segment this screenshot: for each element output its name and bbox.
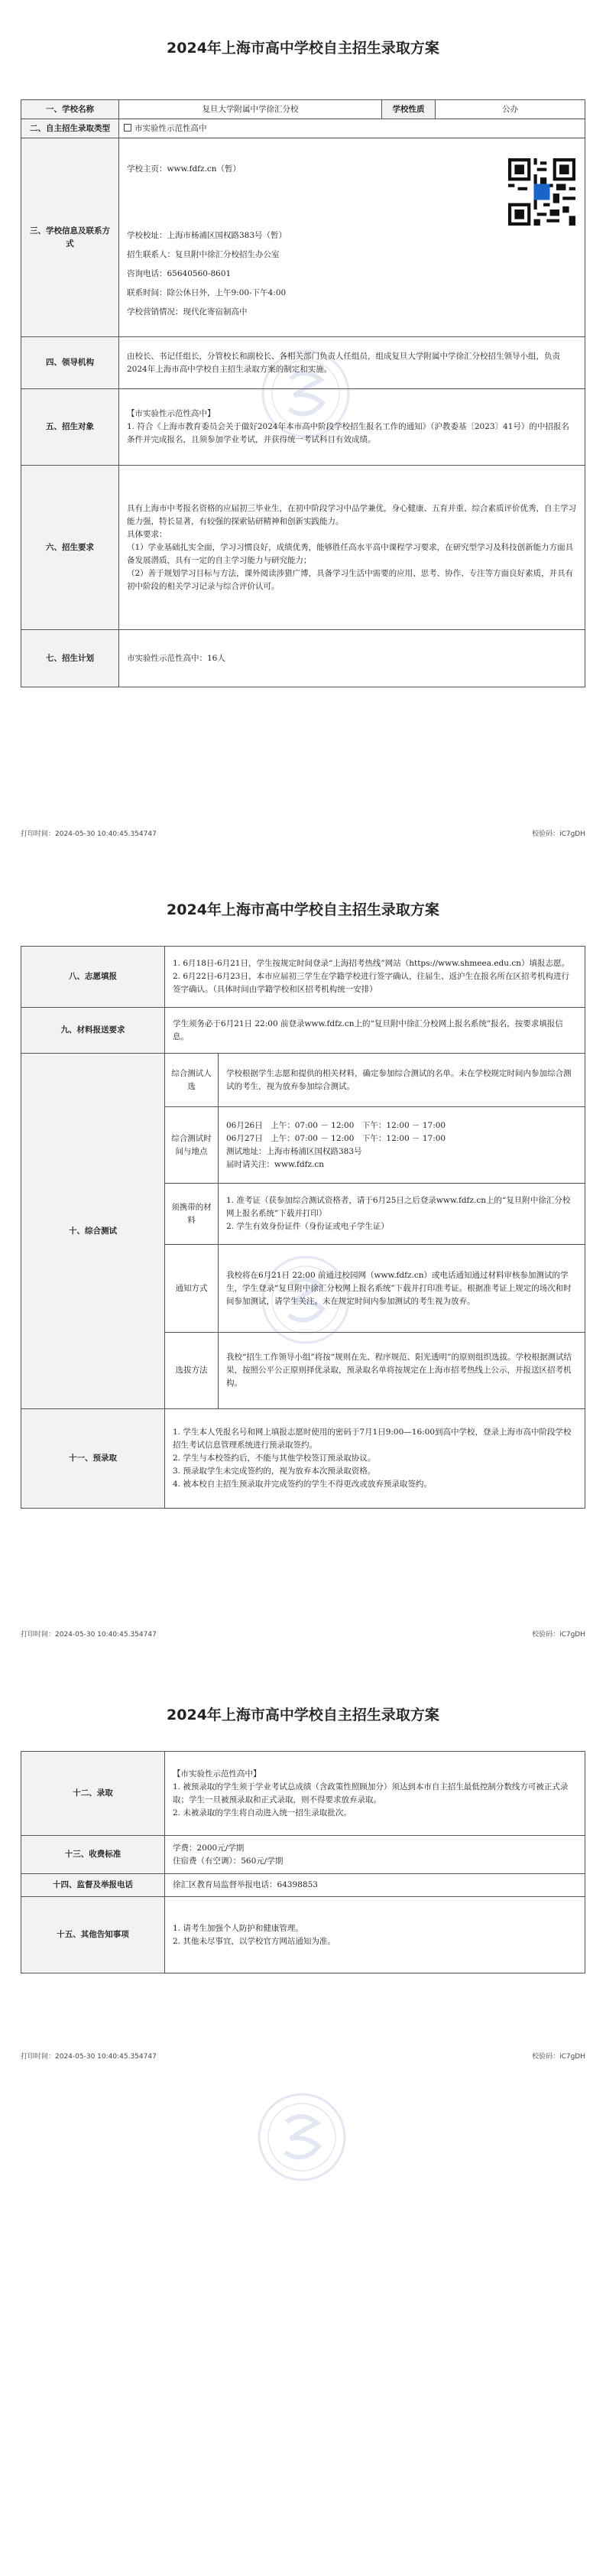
pre-admission-item-3: 3. 预录取学生未完成签约的，视为放弃本次预录取资格。: [173, 1467, 376, 1476]
school-name-label: 一、学校名称: [21, 100, 119, 119]
test-candidates-label: 综合测试人选: [165, 1054, 219, 1107]
admission-cell: [165, 1752, 585, 1836]
page1-title: 2024年上海市高中学校自主招生录取方案: [167, 40, 439, 57]
test-day-1: 06月26日 上午：07:00 － 12:00 下午：12:00 － 17:00: [226, 1120, 446, 1130]
fees-cell: [165, 1836, 585, 1874]
school-info-label: 三、学校信息及联系方式: [21, 138, 119, 337]
phone-line: 咨询电话：65640560-8601: [127, 268, 232, 278]
page2-table: [21, 946, 585, 1509]
admission-type-label: 二、自主招生录取类型: [21, 119, 119, 138]
watermark-seal-icon: [256, 2091, 348, 2183]
plan-label: 七、招生计划: [21, 630, 119, 687]
target-cell: [119, 389, 585, 466]
page3-footer: [21, 2051, 585, 2061]
requirements-item-1: （1）学业基础扎实全面，学习习惯良好，成绩优秀，能够胜任高水平高中课程学习要求，在研究型学习及科技创新能力方面具备发展潜质，具有一定的自主学习能力与研究能力；: [127, 542, 574, 565]
verify-code: 校验码：iC7gDH: [532, 830, 585, 838]
page3-title: 2024年上海市高中学校自主招生录取方案: [167, 1707, 439, 1723]
other-note-1: 1. 请考生加强个人防护和健康管理。: [173, 1923, 303, 1933]
hours-line: 联系时间：除公休日外，上午9:00-下午4:00: [127, 287, 287, 297]
admission-item-2: 2. 未被录取的学生将自动进入统一招生录取批次。: [173, 1808, 352, 1817]
page2-footer: [21, 1629, 585, 1639]
admission-category: 【市实验性示范性高中】: [173, 1769, 261, 1779]
tuition-fee: 学费：2000元/学期: [173, 1843, 245, 1853]
test-time-cell: [219, 1107, 585, 1184]
school-name-value: 复旦大学附属中学徐汇分校: [119, 100, 382, 119]
boarding-fee: 住宿费（有空调）：560元/学期: [173, 1856, 284, 1866]
print-time: 打印时间：2024-05-30 10:40:45.354747: [21, 2053, 157, 2061]
admission-type-cell: [119, 119, 585, 138]
test-materials-item-1: 1. 准考证（获参加综合测试资格者，请于6月25日之后登录www.fdfz.cn上的“复旦附中徐汇分校网上报名系统”下载并打印）: [226, 1196, 571, 1218]
hotline-text: 徐汇区教育局监督举报电话：64398853: [165, 1874, 585, 1897]
page3-table: [21, 1751, 585, 1973]
pre-admission-item-1: 1. 学生本人凭报名号和网上填报志愿时使用的密码于7月1日9:00—16:00到高中学校，登录上海市高中阶段学校招生考试信息管理系统进行预录取签约。: [173, 1428, 572, 1450]
admission-item-1: 1. 被预录取的学生须于学业考试总成绩（含政策性照顾加分）须达到本市自主招生最低控制分数线方可被正式录取；学生一旦被预录取和正式录取，则不得要求放弃录取。: [173, 1782, 569, 1804]
fees-label: 十三、收费标准: [21, 1836, 165, 1874]
verify-code: 校验码：iC7gDH: [532, 1631, 585, 1639]
test-materials-cell: [219, 1184, 585, 1245]
school-type-label: 学校性质: [382, 100, 436, 119]
selection-method-text: 我校“招生工作领导小组”将按“规则在先、程序规范、阳光透明”的原则组织选拔。学校根据测试结果，按照公平公正原则择优录取，预录取名单将按规定在上海市招考热线上公示，并报送区招考机构。: [219, 1333, 585, 1409]
pre-admission-item-2: 2. 学生与本校签约后，不能与其他学校签订预录取协议。: [173, 1454, 376, 1463]
test-notice-site: 届时请关注：www.fdfz.cn: [226, 1159, 325, 1169]
application-cell: [165, 947, 585, 1008]
target-text: 1. 符合《上海市教育委员会关于做好2024年本市高中阶段学校招生报名工作的通知》（沪教委基〔2023〕41号）的中招报名条件并完成报名，且须参加学业考试，并获得统一考试科目有效成绩。: [127, 422, 569, 444]
pre-admission-item-4: 4. 被本校自主招生预录取并完成签约的学生不得更改或放弃预录取签约。: [173, 1480, 432, 1489]
print-time: 打印时间：2024-05-30 10:40:45.354747: [21, 830, 157, 838]
school-info-cell: [119, 138, 585, 337]
target-category: 【市实验性示范性高中】: [127, 409, 216, 418]
test-materials-label: 须携带的材料: [165, 1184, 219, 1245]
test-candidates-text: 学校根据学生志愿和提供的相关材料，确定参加综合测试的名单。未在学校规定时间内参加综合测试的考生，视为放弃参加综合测试。: [219, 1054, 585, 1107]
other-note-2: 2. 其他未尽事宜，以学校官方网站通知为准。: [173, 1936, 335, 1946]
page1-footer: [21, 828, 585, 838]
application-item-1: 1. 6月18日-6月21日，学生按规定时间登录“上海招考热线”网站（https://www.shmeea.edu.cn）填报志愿。: [173, 959, 570, 968]
status-line: 学校营销情况：现代化寄宿制高中: [127, 307, 248, 317]
notice-method-text: 我校将在6月21日 22:00 前通过校园网（www.fdfz.cn）或电话通知通过材料审核参加测试的学生，学生登录“复旦附中徐汇分校网上报名系统”下载并打印准考证。根据准考证上规定的场次和时间参加测试，请学生关注。未在规定时间内参加测试的考生视为放弃。: [219, 1245, 585, 1333]
homepage-line: 学校主页：www.fdfz.cn（暂）: [127, 164, 241, 174]
materials-label: 九、材料报送要求: [21, 1008, 165, 1054]
page1-table: [21, 99, 585, 687]
other-notes-label: 十五、其他告知事项: [21, 1897, 165, 1973]
requirements-intro: 具有上海市中考报名资格的应届初三毕业生，在初中阶段学习中品学兼优，身心健康、五育并重、综合素质评价优秀，自主学习能力强，特长显著，有较强的探索钻研精神和创新实践能力。: [127, 503, 576, 526]
requirements-heading: 具体要求：: [127, 529, 167, 539]
application-label: 八、志愿填报: [21, 947, 165, 1008]
hotline-label: 十四、监督及举报电话: [21, 1874, 165, 1897]
other-notes-cell: [165, 1897, 585, 1973]
target-label: 五、招生对象: [21, 389, 119, 466]
qr-code-icon: [508, 158, 575, 226]
requirements-cell: [119, 466, 585, 630]
page2-title: 2024年上海市高中学校自主招生录取方案: [167, 901, 439, 918]
test-day-2: 06月27日 上午：07:00 － 12:00 下午：12:00 － 17:00: [226, 1133, 446, 1143]
test-address: 测试地址：上海市杨浦区国权路383号: [226, 1146, 362, 1156]
requirements-label: 六、招生要求: [21, 466, 119, 630]
print-time: 打印时间：2024-05-30 10:40:45.354747: [21, 1631, 157, 1639]
leadership-text: 由校长、书记任组长，分管校长和副校长、各相关部门负责人任组员，组成复旦大学附属中学徐汇分校招生领导小组，负责2024年上海市高中学校自主招生录取方案的制定和实施。: [119, 337, 585, 389]
admission-type-value: 市实验性示范性高中: [134, 123, 207, 133]
requirements-item-2: （2）善于规划学习目标与方法，课外阅读涉猎广博，具备学习生活中需要的应用、思考、协作、专注等方面良好素质，并具有初中阶段的相关学习记录与综合评价认可。: [127, 568, 574, 591]
materials-text: 学生须务必于6月21日 22:00 前登录www.fdfz.cn上的“复旦附中徐汇分校网上报名系统”报名，按要求填报信息。: [165, 1008, 585, 1054]
school-type-value: 公办: [436, 100, 585, 119]
application-item-2: 2. 6月22日-6月23日，本市应届初三学生在学籍学校进行签字确认，往届生、返沪生在报名所在区招考机构进行签字确认。（具体时间由学籍学校和区招考机构统一安排）: [173, 972, 569, 994]
test-time-label: 综合测试时间与地点: [165, 1107, 219, 1184]
verify-code: 校验码：iC7gDH: [532, 2053, 585, 2061]
notice-method-label: 通知方式: [165, 1245, 219, 1333]
plan-text: 市实验性示范性高中：16人: [119, 630, 585, 687]
leadership-label: 四、领导机构: [21, 337, 119, 389]
checkbox-icon: [124, 124, 131, 132]
test-materials-item-2: 2. 学生有效身份证件（身份证或电子学生证）: [226, 1222, 389, 1231]
pre-admission-label: 十一、预录取: [21, 1409, 165, 1509]
pre-admission-cell: [165, 1409, 585, 1509]
test-label: 十、综合测试: [21, 1054, 165, 1409]
address-line: 学校校址：上海市杨浦区国权路383号（暂）: [127, 230, 287, 240]
selection-method-label: 选拔方法: [165, 1333, 219, 1409]
admission-label: 十二、录取: [21, 1752, 165, 1836]
contact-line: 招生联系人：复旦附中徐汇分校招生办公室: [127, 249, 280, 259]
